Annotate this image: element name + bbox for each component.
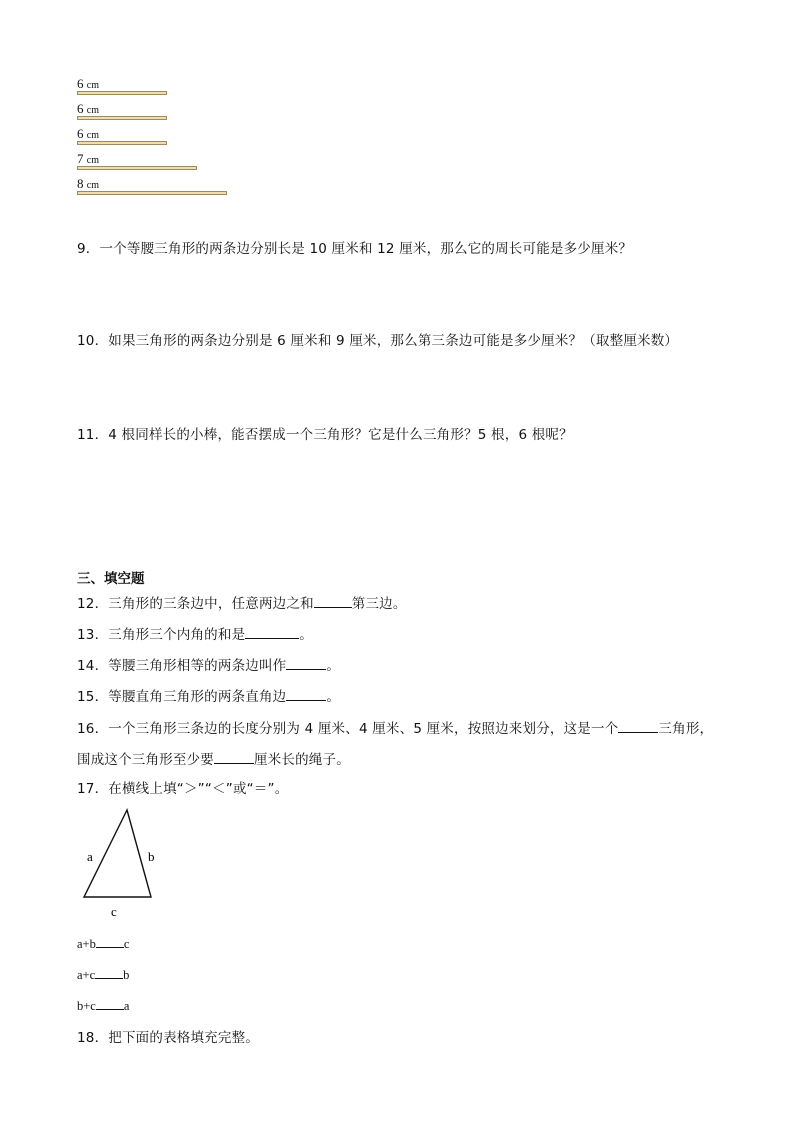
question-16-text-c: 围成这个三角形至少要 — [77, 752, 214, 768]
stick-unit: cm — [86, 180, 99, 191]
question-18: 18．把下面的表格填充完整。 — [77, 1030, 259, 1046]
question-13-text-a: 13．三角形三个内角的和是 — [77, 627, 246, 643]
stick-label — [77, 178, 99, 192]
stick-unit: cm — [86, 155, 99, 166]
answer-blank-16a[interactable] — [618, 718, 658, 733]
answer-blank-13[interactable] — [245, 624, 299, 639]
question-10: 10．如果三角形的两条边分别是 6 厘米和 9 厘米，那么第三条边可能是多少厘米？（取整厘米数） — [77, 333, 679, 349]
stick-bar — [77, 116, 167, 120]
question-14-text-b: 。 — [326, 658, 341, 674]
question-14 — [77, 655, 340, 675]
stick-bar — [77, 91, 167, 95]
question-14-text-a: 14．等腰三角形相等的两条边叫作 — [77, 658, 287, 674]
stick-bar — [77, 141, 167, 145]
compare-blank-2[interactable] — [95, 967, 123, 979]
compare-row-3 — [77, 998, 129, 1014]
stick-value: 6 — [77, 101, 87, 116]
stick-unit: cm — [86, 130, 99, 141]
question-16-text-a: 16．一个三角形三条边的长度分别为 4 厘米、4 厘米、5 厘米，按照边来划分，这是一个 — [77, 721, 619, 737]
question-16-text-d: 厘米长的绳子。 — [254, 752, 350, 768]
side-b-label: b — [148, 849, 155, 864]
side-a-label: a — [87, 849, 93, 864]
stick-label — [77, 78, 99, 92]
stick-value: 8 — [77, 176, 87, 191]
stick-unit: cm — [86, 80, 99, 91]
question-13 — [77, 624, 313, 644]
compare-left: a+c — [77, 968, 96, 982]
answer-blank-14[interactable] — [286, 655, 326, 670]
question-11: 11．4 根同样长的小棒，能否摆成一个三角形？它是什么三角形？5 根，6 根呢？ — [77, 427, 573, 443]
compare-row-2 — [77, 967, 129, 983]
stick-label — [77, 128, 99, 142]
compare-blank-3[interactable] — [96, 998, 124, 1010]
answer-blank-16b[interactable] — [214, 749, 254, 764]
question-17: 17．在横线上填“＞”“＜”或“＝”。 — [77, 781, 289, 797]
stick-label — [77, 103, 99, 117]
section-title: 三、填空题 — [77, 571, 145, 587]
stick-unit: cm — [86, 105, 99, 116]
question-12-text-b: 第三边。 — [351, 596, 407, 612]
question-15-text-b: 。 — [326, 689, 341, 705]
question-15-text-a: 15．等腰直角三角形的两条直角边 — [77, 689, 287, 705]
compare-right: c — [123, 937, 130, 951]
answer-blank-15[interactable] — [286, 686, 326, 701]
question-15 — [77, 686, 340, 706]
compare-left: a+b — [77, 937, 96, 951]
question-16-line-2 — [77, 749, 350, 769]
compare-right: a — [123, 999, 130, 1013]
stick-value: 6 — [77, 126, 87, 141]
compare-row-1 — [77, 936, 129, 952]
stick-bar — [77, 166, 197, 170]
triangle-shape — [84, 810, 151, 897]
question-9: 9．一个等腰三角形的两条边分别长是 10 厘米和 12 厘米，那么它的周长可能是多少厘米？ — [77, 241, 633, 257]
question-13-text-b: 。 — [299, 627, 313, 643]
compare-left: b+c — [77, 999, 96, 1013]
stick-label — [77, 153, 99, 167]
answer-blank-12[interactable] — [314, 593, 352, 608]
stick-value: 6 — [77, 76, 87, 91]
compare-blank-1[interactable] — [96, 936, 124, 948]
question-12 — [77, 593, 407, 613]
stick-value: 7 — [77, 151, 87, 166]
side-c-label: c — [111, 904, 117, 919]
question-12-text-a: 12．三角形的三条边中，任意两边之和 — [77, 596, 314, 612]
compare-right: b — [123, 968, 130, 982]
stick-bar — [77, 191, 227, 195]
triangle-figure — [78, 806, 178, 926]
question-16-line-1 — [77, 718, 713, 738]
question-16-text-b: 三角形， — [658, 721, 714, 737]
